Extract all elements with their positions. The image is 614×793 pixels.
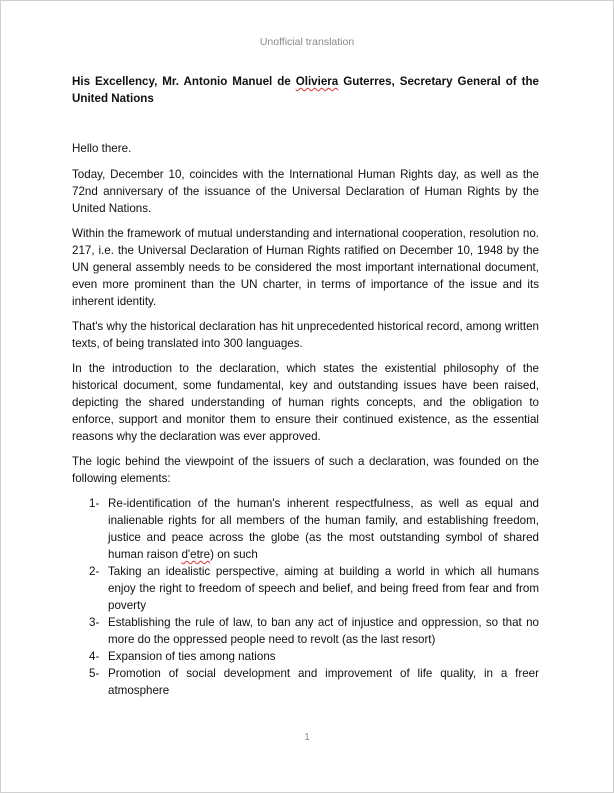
document-body [72,73,539,699]
list-item-text: Promotion of social development and improvement of life quality, in a freer atmosphere [108,667,539,697]
paragraph: The logic behind the viewpoint of the issuers of such a declaration, was founded on the following elements: [72,455,539,485]
list-number: 2- [89,565,100,578]
list-item-text: Expansion of ties among nations [108,650,276,663]
paragraph: Within the framework of mutual understanding and international cooperation, resolution no. 217, i.e. the Universal Declaration of Human Rights ratified on December 10, 1948 by the UN general assembly needs to be considered the most important international document, even more prominent than the UN charter, in terms of importance of the issue and its inherent identity. [72,227,539,308]
greeting: Hello there. [72,142,132,155]
page-number: 1 [304,732,310,743]
list-item-text-start: Re-identification of the human's inherent respectfulness, as well as equal and inalienable rights for all members of the human family, and establishing freedom, justice and peace across the globe (as the most outstanding symbol of shared human raison [108,497,539,561]
list-number: 4- [89,650,100,663]
list-item [72,563,539,614]
paragraph: That's why the historical declaration has hit unprecedented historical record, among written texts, of being translated into 300 languages. [72,320,539,350]
paragraph: In the introduction to the declaration, which states the existential philosophy of the historical document, some fundamental, key and outstanding issues have been raised, depicting the shared understanding of human rights concepts, and the obligation to enforce, support and monitor them to ensure their continued existence, as the essential reasons why the declaration was ever approved. [72,362,539,443]
list-item-text-end: ) on such [210,548,258,561]
list-item [72,648,539,665]
list-item-text: Establishing the rule of law, to ban any act of injustice and oppression, so that no more do the oppressed people need to revolt (as the last resort) [108,616,539,646]
addressee-text-end: Guterres, Secretary General of the United Nations [72,75,539,105]
numbered-list [72,495,539,699]
addressee-heading [72,73,539,107]
paragraph: Today, December 10, coincides with the International Human Rights day, as well as the 72nd anniversary of the issuance of the Universal Declaration of Human Rights by the United Nations. [72,168,539,215]
list-number: 5- [89,667,100,680]
list-number: 1- [89,497,100,510]
spellcheck-word[interactable]: d'etre [181,548,211,561]
list-number: 3- [89,616,100,629]
list-item [72,665,539,699]
spellcheck-word[interactable]: Oliviera [295,75,339,88]
page-header: Unofficial translation [259,36,355,48]
list-item-text [108,495,539,563]
list-item [72,495,539,563]
list-item-text: Taking an idealistic perspective, aiming at building a world in which all humans enjoy the right to freedom of speech and belief, and being freed from fear and from poverty [108,565,539,612]
list-item [72,614,539,648]
addressee-text-start: His Excellency, Mr. Antonio Manuel de [72,75,296,88]
